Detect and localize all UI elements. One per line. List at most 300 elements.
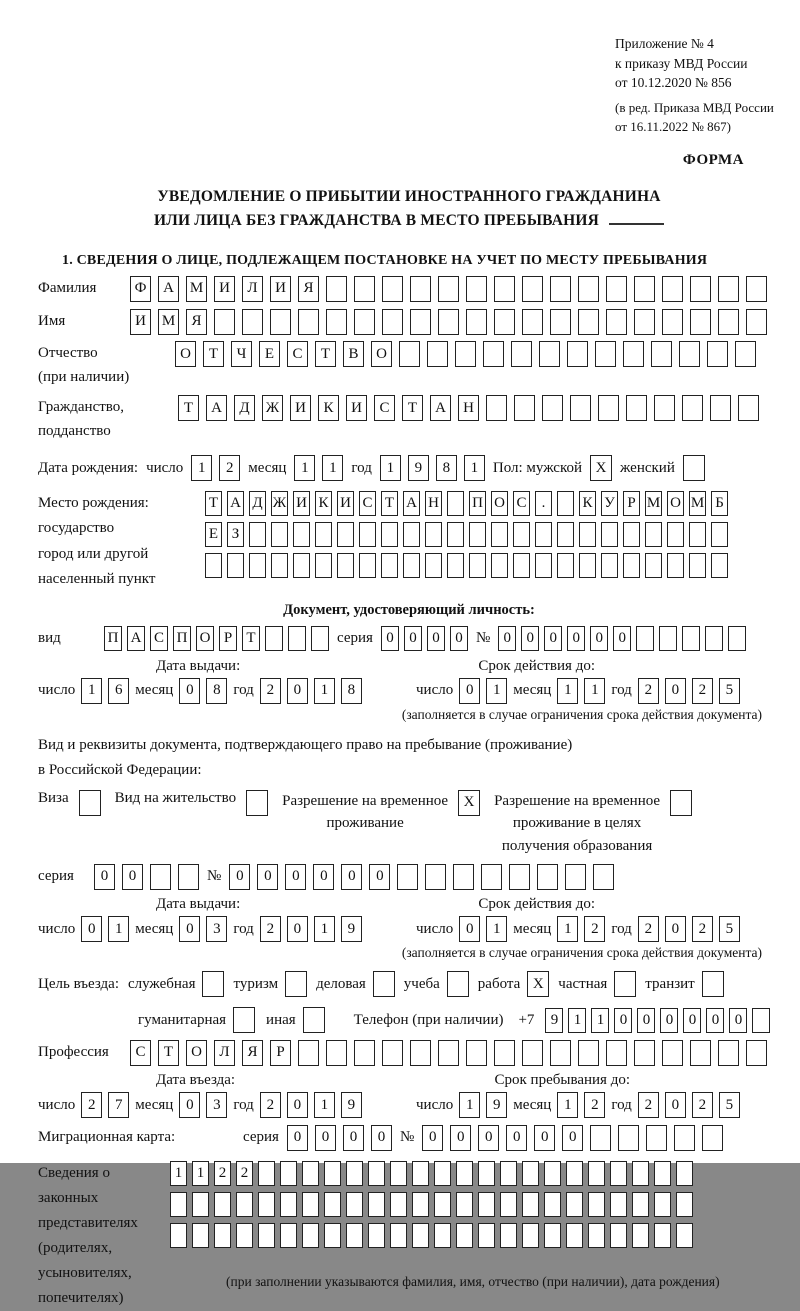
char-box[interactable]: 0 (313, 864, 334, 890)
char-box[interactable]: 1 (191, 455, 212, 481)
purpose-official-checkbox[interactable] (202, 971, 224, 997)
char-box[interactable]: 0 (422, 1125, 443, 1151)
char-box[interactable] (718, 309, 739, 335)
char-box[interactable] (509, 864, 530, 890)
char-box[interactable] (578, 309, 599, 335)
char-box[interactable] (434, 1192, 451, 1217)
char-box[interactable] (550, 276, 571, 302)
char-box[interactable] (447, 553, 464, 578)
char-box[interactable] (258, 1192, 275, 1217)
char-box[interactable]: 0 (287, 916, 308, 942)
char-box[interactable]: 0 (614, 1008, 632, 1033)
char-box[interactable]: 0 (369, 864, 390, 890)
char-box[interactable] (662, 309, 683, 335)
char-box[interactable] (598, 395, 619, 421)
char-box[interactable] (438, 276, 459, 302)
char-box[interactable] (478, 1161, 495, 1186)
char-box[interactable] (425, 864, 446, 890)
char-box[interactable]: 1 (557, 1092, 578, 1118)
char-box[interactable] (324, 1192, 341, 1217)
char-box[interactable] (469, 522, 486, 547)
char-box[interactable] (337, 522, 354, 547)
char-box[interactable] (654, 1161, 671, 1186)
char-box[interactable] (667, 522, 684, 547)
char-box[interactable] (390, 1192, 407, 1217)
char-box[interactable]: К (318, 395, 339, 421)
char-box[interactable]: 0 (371, 1125, 392, 1151)
char-box[interactable]: 7 (108, 1092, 129, 1118)
char-box[interactable]: 0 (179, 678, 200, 704)
char-box[interactable] (679, 341, 700, 367)
char-box[interactable] (511, 341, 532, 367)
char-box[interactable] (280, 1192, 297, 1217)
char-box[interactable] (623, 553, 640, 578)
char-box[interactable]: 0 (534, 1125, 555, 1151)
char-box[interactable]: У (601, 491, 618, 516)
char-box[interactable] (302, 1192, 319, 1217)
char-box[interactable]: 0 (459, 916, 480, 942)
char-box[interactable]: Ж (271, 491, 288, 516)
char-box[interactable] (676, 1192, 693, 1217)
char-box[interactable]: 0 (478, 1125, 499, 1151)
char-box[interactable]: И (337, 491, 354, 516)
char-box[interactable]: 5 (719, 678, 740, 704)
purpose-tourism-checkbox[interactable] (285, 971, 307, 997)
char-box[interactable] (514, 395, 535, 421)
char-box[interactable]: 2 (692, 678, 713, 704)
char-box[interactable] (746, 309, 767, 335)
char-box[interactable] (381, 522, 398, 547)
char-box[interactable] (478, 1223, 495, 1248)
char-box[interactable]: И (293, 491, 310, 516)
char-box[interactable]: 1 (314, 678, 335, 704)
char-box[interactable] (690, 276, 711, 302)
char-box[interactable]: 8 (436, 455, 457, 481)
char-box[interactable] (455, 341, 476, 367)
char-box[interactable] (270, 309, 291, 335)
char-box[interactable]: 0 (287, 678, 308, 704)
char-box[interactable] (150, 864, 171, 890)
char-box[interactable] (579, 553, 596, 578)
char-box[interactable] (469, 553, 486, 578)
char-box[interactable] (550, 1040, 571, 1066)
char-box[interactable]: Н (458, 395, 479, 421)
char-box[interactable]: 0 (341, 864, 362, 890)
char-box[interactable]: 9 (545, 1008, 563, 1033)
char-box[interactable] (752, 1008, 770, 1033)
char-box[interactable]: 1 (557, 678, 578, 704)
char-box[interactable] (646, 1125, 667, 1151)
char-box[interactable]: Е (259, 341, 280, 367)
char-box[interactable] (578, 276, 599, 302)
char-box[interactable]: 3 (206, 1092, 227, 1118)
char-box[interactable] (544, 1161, 561, 1186)
char-box[interactable]: 0 (521, 626, 539, 651)
char-box[interactable]: 0 (665, 678, 686, 704)
char-box[interactable] (738, 395, 759, 421)
char-box[interactable] (403, 553, 420, 578)
char-box[interactable] (236, 1223, 253, 1248)
purpose-private-checkbox[interactable] (614, 971, 636, 997)
char-box[interactable] (606, 276, 627, 302)
char-box[interactable]: 2 (260, 1092, 281, 1118)
char-box[interactable] (632, 1161, 649, 1186)
char-box[interactable]: 9 (341, 1092, 362, 1118)
char-box[interactable]: 2 (214, 1161, 231, 1186)
char-box[interactable] (326, 276, 347, 302)
char-box[interactable]: О (196, 626, 214, 651)
char-box[interactable]: 1 (591, 1008, 609, 1033)
char-box[interactable]: 2 (81, 1092, 102, 1118)
char-box[interactable]: И (346, 395, 367, 421)
char-box[interactable] (214, 1223, 231, 1248)
char-box[interactable] (354, 276, 375, 302)
char-box[interactable]: 0 (498, 626, 516, 651)
char-box[interactable] (438, 309, 459, 335)
char-box[interactable] (478, 1192, 495, 1217)
char-box[interactable] (302, 1161, 319, 1186)
char-box[interactable]: 0 (381, 626, 399, 651)
char-box[interactable]: 2 (692, 916, 713, 942)
char-box[interactable] (588, 1192, 605, 1217)
char-box[interactable]: 0 (567, 626, 585, 651)
char-box[interactable] (265, 626, 283, 651)
char-box[interactable] (606, 309, 627, 335)
char-box[interactable] (491, 522, 508, 547)
char-box[interactable] (346, 1192, 363, 1217)
char-box[interactable]: О (175, 341, 196, 367)
char-box[interactable] (632, 1192, 649, 1217)
char-box[interactable] (522, 309, 543, 335)
char-box[interactable] (346, 1223, 363, 1248)
char-box[interactable] (710, 395, 731, 421)
char-box[interactable]: Ж (262, 395, 283, 421)
char-box[interactable]: 5 (719, 1092, 740, 1118)
char-box[interactable] (302, 1223, 319, 1248)
char-box[interactable]: С (374, 395, 395, 421)
char-box[interactable]: Т (205, 491, 222, 516)
char-box[interactable] (610, 1161, 627, 1186)
char-box[interactable]: Т (381, 491, 398, 516)
char-box[interactable] (280, 1161, 297, 1186)
char-box[interactable]: 8 (206, 678, 227, 704)
char-box[interactable] (500, 1223, 517, 1248)
char-box[interactable]: 2 (260, 678, 281, 704)
char-box[interactable]: 9 (408, 455, 429, 481)
char-box[interactable] (535, 553, 552, 578)
char-box[interactable] (381, 553, 398, 578)
char-box[interactable] (315, 553, 332, 578)
char-box[interactable] (566, 1223, 583, 1248)
char-box[interactable] (288, 626, 306, 651)
char-box[interactable]: 0 (613, 626, 631, 651)
char-box[interactable] (588, 1161, 605, 1186)
char-box[interactable] (711, 553, 728, 578)
char-box[interactable] (242, 309, 263, 335)
char-box[interactable] (438, 1040, 459, 1066)
char-box[interactable] (746, 276, 767, 302)
purpose-work-checkbox[interactable]: X (527, 971, 549, 997)
char-box[interactable]: 0 (287, 1125, 308, 1151)
char-box[interactable] (447, 491, 464, 516)
char-box[interactable]: 0 (450, 626, 468, 651)
char-box[interactable] (326, 1040, 347, 1066)
char-box[interactable] (410, 309, 431, 335)
char-box[interactable]: 0 (81, 916, 102, 942)
char-box[interactable] (702, 1125, 723, 1151)
char-box[interactable]: 9 (486, 1092, 507, 1118)
char-box[interactable]: 0 (637, 1008, 655, 1033)
char-box[interactable]: 0 (94, 864, 115, 890)
char-box[interactable] (170, 1223, 187, 1248)
char-box[interactable]: 1 (314, 1092, 335, 1118)
char-box[interactable]: С (150, 626, 168, 651)
char-box[interactable] (645, 553, 662, 578)
char-box[interactable]: М (186, 276, 207, 302)
char-box[interactable] (654, 1223, 671, 1248)
char-box[interactable] (271, 522, 288, 547)
char-box[interactable] (486, 395, 507, 421)
char-box[interactable]: 0 (287, 1092, 308, 1118)
char-box[interactable] (610, 1223, 627, 1248)
char-box[interactable]: Б (711, 491, 728, 516)
char-box[interactable]: И (270, 276, 291, 302)
char-box[interactable] (382, 309, 403, 335)
char-box[interactable]: 0 (459, 678, 480, 704)
rvp-checkbox[interactable]: X (458, 790, 480, 816)
char-box[interactable] (354, 1040, 375, 1066)
char-box[interactable]: 0 (665, 916, 686, 942)
char-box[interactable] (178, 864, 199, 890)
char-box[interactable] (500, 1161, 517, 1186)
char-box[interactable]: 0 (665, 1092, 686, 1118)
char-box[interactable]: 2 (584, 916, 605, 942)
char-box[interactable] (544, 1223, 561, 1248)
char-box[interactable] (399, 341, 420, 367)
char-box[interactable] (249, 553, 266, 578)
char-box[interactable]: 5 (719, 916, 740, 942)
char-box[interactable]: О (371, 341, 392, 367)
char-box[interactable]: М (689, 491, 706, 516)
char-box[interactable] (522, 1161, 539, 1186)
char-box[interactable] (690, 1040, 711, 1066)
char-box[interactable] (368, 1223, 385, 1248)
char-box[interactable]: 2 (219, 455, 240, 481)
char-box[interactable] (544, 1192, 561, 1217)
char-box[interactable] (728, 626, 746, 651)
char-box[interactable] (447, 522, 464, 547)
char-box[interactable] (410, 276, 431, 302)
char-box[interactable] (236, 1192, 253, 1217)
char-box[interactable]: Д (249, 491, 266, 516)
char-box[interactable]: О (667, 491, 684, 516)
char-box[interactable] (557, 491, 574, 516)
char-box[interactable] (522, 276, 543, 302)
char-box[interactable] (626, 395, 647, 421)
char-box[interactable]: Ч (231, 341, 252, 367)
char-box[interactable]: И (130, 309, 151, 335)
char-box[interactable]: 0 (506, 1125, 527, 1151)
char-box[interactable]: 1 (81, 678, 102, 704)
char-box[interactable] (293, 553, 310, 578)
char-box[interactable] (382, 1040, 403, 1066)
char-box[interactable] (298, 1040, 319, 1066)
char-box[interactable]: С (359, 491, 376, 516)
purpose-transit-checkbox[interactable] (702, 971, 724, 997)
char-box[interactable]: Я (186, 309, 207, 335)
char-box[interactable] (746, 1040, 767, 1066)
char-box[interactable] (491, 553, 508, 578)
char-box[interactable] (311, 626, 329, 651)
char-box[interactable]: 0 (683, 1008, 701, 1033)
char-box[interactable] (654, 395, 675, 421)
char-box[interactable]: 2 (638, 1092, 659, 1118)
char-box[interactable]: 1 (314, 916, 335, 942)
char-box[interactable] (359, 553, 376, 578)
purpose-other-checkbox[interactable] (303, 1007, 325, 1033)
char-box[interactable] (249, 522, 266, 547)
char-box[interactable] (588, 1223, 605, 1248)
char-box[interactable] (566, 1192, 583, 1217)
purpose-study-checkbox[interactable] (447, 971, 469, 997)
char-box[interactable] (705, 626, 723, 651)
char-box[interactable]: Н (425, 491, 442, 516)
char-box[interactable] (466, 276, 487, 302)
char-box[interactable] (481, 864, 502, 890)
char-box[interactable] (601, 522, 618, 547)
char-box[interactable]: З (227, 522, 244, 547)
char-box[interactable] (567, 341, 588, 367)
char-box[interactable]: 8 (341, 678, 362, 704)
char-box[interactable]: Т (158, 1040, 179, 1066)
char-box[interactable] (466, 309, 487, 335)
char-box[interactable] (513, 553, 530, 578)
char-box[interactable]: 0 (122, 864, 143, 890)
char-box[interactable]: 1 (380, 455, 401, 481)
char-box[interactable]: 1 (486, 678, 507, 704)
char-box[interactable] (410, 1040, 431, 1066)
char-box[interactable] (651, 341, 672, 367)
char-box[interactable] (522, 1223, 539, 1248)
char-box[interactable]: Т (178, 395, 199, 421)
char-box[interactable] (654, 1192, 671, 1217)
char-box[interactable] (466, 1040, 487, 1066)
char-box[interactable]: О (186, 1040, 207, 1066)
char-box[interactable] (522, 1192, 539, 1217)
char-box[interactable] (634, 309, 655, 335)
char-box[interactable]: С (513, 491, 530, 516)
char-box[interactable] (390, 1223, 407, 1248)
char-box[interactable] (427, 341, 448, 367)
char-box[interactable]: 1 (170, 1161, 187, 1186)
char-box[interactable]: Т (402, 395, 423, 421)
char-box[interactable] (610, 1192, 627, 1217)
char-box[interactable]: И (214, 276, 235, 302)
char-box[interactable] (595, 341, 616, 367)
char-box[interactable] (205, 553, 222, 578)
char-box[interactable] (690, 309, 711, 335)
char-box[interactable] (298, 309, 319, 335)
char-box[interactable] (324, 1161, 341, 1186)
char-box[interactable] (354, 309, 375, 335)
char-box[interactable] (271, 553, 288, 578)
char-box[interactable] (412, 1192, 429, 1217)
char-box[interactable]: М (158, 309, 179, 335)
char-box[interactable] (682, 626, 700, 651)
char-box[interactable] (258, 1223, 275, 1248)
char-box[interactable]: 1 (192, 1161, 209, 1186)
char-box[interactable]: 0 (590, 626, 608, 651)
char-box[interactable] (634, 1040, 655, 1066)
char-box[interactable] (403, 522, 420, 547)
char-box[interactable]: 6 (108, 678, 129, 704)
char-box[interactable]: Л (242, 276, 263, 302)
visa-checkbox[interactable] (79, 790, 101, 816)
char-box[interactable]: 0 (179, 916, 200, 942)
char-box[interactable] (645, 522, 662, 547)
char-box[interactable]: 0 (562, 1125, 583, 1151)
char-box[interactable] (434, 1161, 451, 1186)
char-box[interactable]: А (403, 491, 420, 516)
char-box[interactable] (735, 341, 756, 367)
char-box[interactable] (368, 1192, 385, 1217)
char-box[interactable]: 2 (692, 1092, 713, 1118)
char-box[interactable] (662, 1040, 683, 1066)
residence-checkbox[interactable] (246, 790, 268, 816)
char-box[interactable] (718, 276, 739, 302)
char-box[interactable] (636, 626, 654, 651)
char-box[interactable] (623, 522, 640, 547)
char-box[interactable] (359, 522, 376, 547)
char-box[interactable] (390, 1161, 407, 1186)
char-box[interactable]: Р (270, 1040, 291, 1066)
char-box[interactable] (192, 1192, 209, 1217)
char-box[interactable]: П (104, 626, 122, 651)
char-box[interactable] (682, 395, 703, 421)
char-box[interactable]: 0 (315, 1125, 336, 1151)
char-box[interactable] (397, 864, 418, 890)
char-box[interactable]: Р (623, 491, 640, 516)
char-box[interactable] (425, 553, 442, 578)
char-box[interactable] (566, 1161, 583, 1186)
char-box[interactable] (590, 1125, 611, 1151)
purpose-humanitarian-checkbox[interactable] (233, 1007, 255, 1033)
char-box[interactable]: 9 (341, 916, 362, 942)
char-box[interactable]: В (343, 341, 364, 367)
char-box[interactable] (718, 1040, 739, 1066)
char-box[interactable] (662, 276, 683, 302)
char-box[interactable]: 3 (206, 916, 227, 942)
char-box[interactable] (632, 1223, 649, 1248)
char-box[interactable] (258, 1161, 275, 1186)
char-box[interactable] (513, 522, 530, 547)
char-box[interactable]: 1 (108, 916, 129, 942)
char-box[interactable]: 2 (638, 916, 659, 942)
sex-male-checkbox[interactable]: X (590, 455, 612, 481)
char-box[interactable]: 1 (486, 916, 507, 942)
char-box[interactable] (539, 341, 560, 367)
char-box[interactable] (214, 309, 235, 335)
char-box[interactable] (535, 522, 552, 547)
char-box[interactable] (346, 1161, 363, 1186)
char-box[interactable]: С (287, 341, 308, 367)
char-box[interactable]: К (315, 491, 332, 516)
char-box[interactable] (606, 1040, 627, 1066)
char-box[interactable] (557, 522, 574, 547)
char-box[interactable] (689, 553, 706, 578)
char-box[interactable] (494, 309, 515, 335)
char-box[interactable] (315, 522, 332, 547)
